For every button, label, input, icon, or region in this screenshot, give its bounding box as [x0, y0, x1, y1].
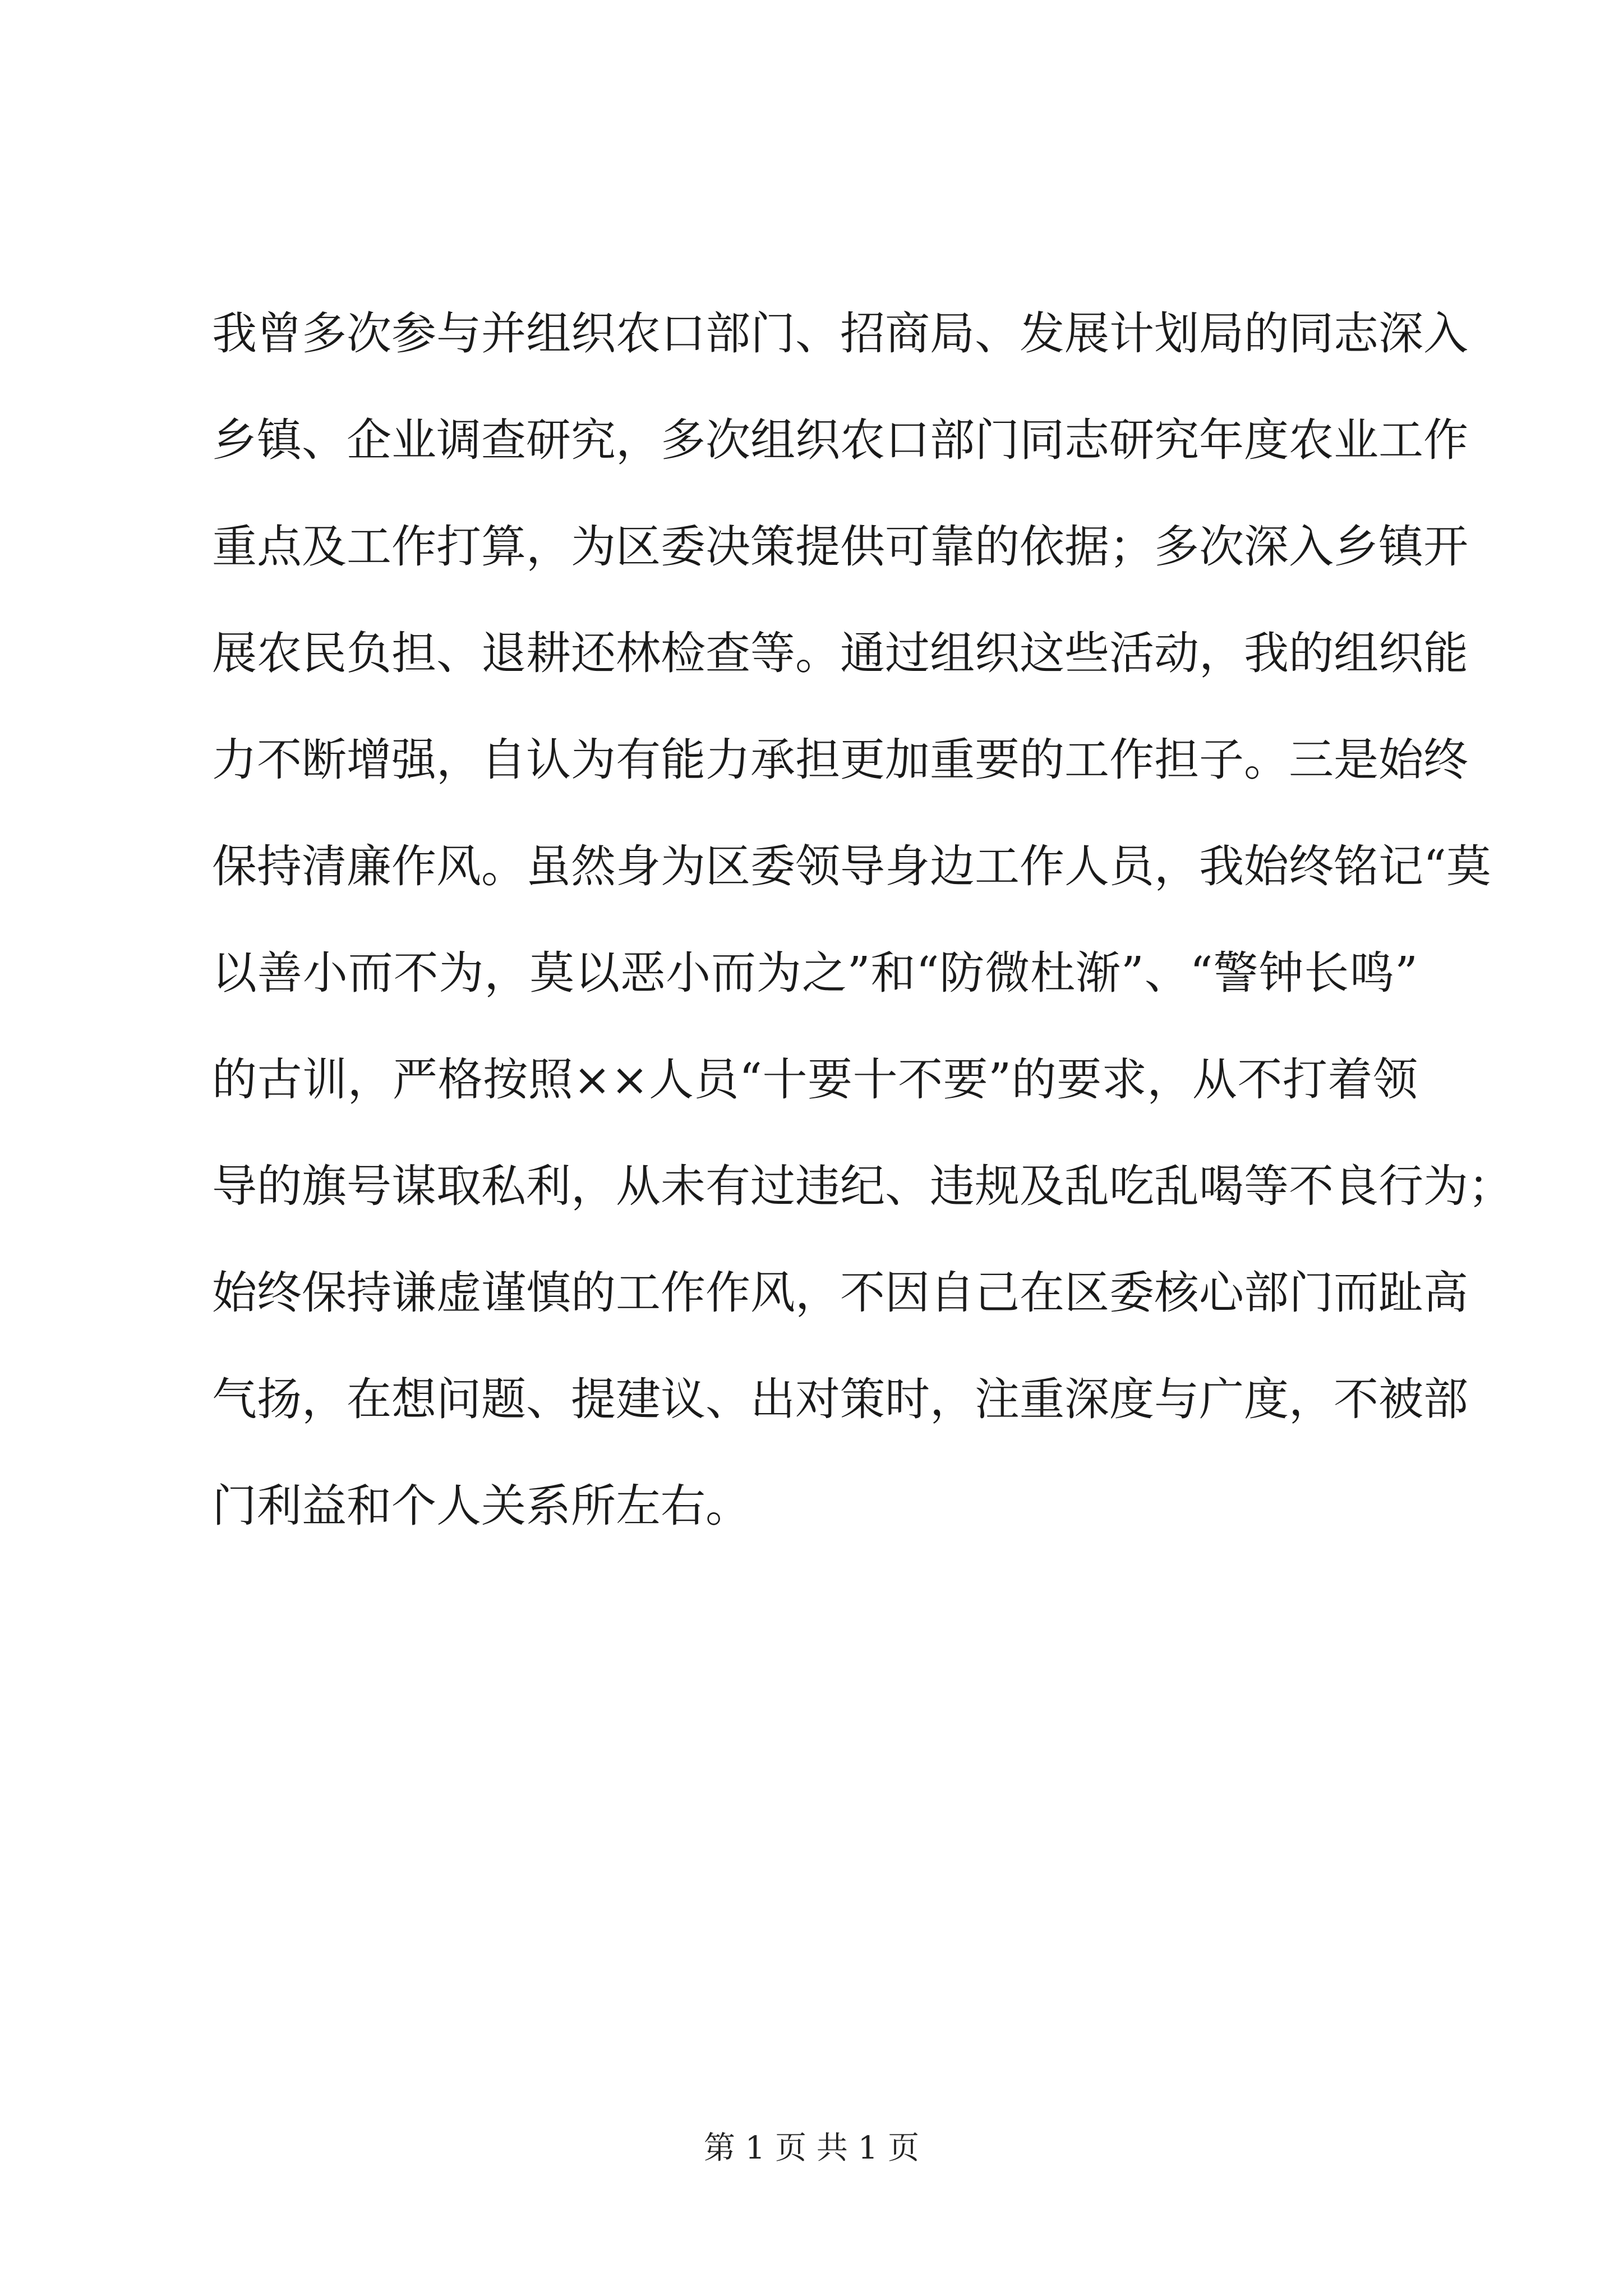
paragraph-line: 门利益和个人关系所左右。 [212, 1480, 750, 1532]
page-footer [0, 2126, 1623, 2171]
page-number-label: 第 1 页 共 1 页 [703, 2130, 920, 2166]
paragraph-line: 保持清廉作风。虽然身为区委领导身边工作人员，我始终铭记“莫 [212, 840, 1491, 892]
paragraph-line: 以善小而不为，莫以恶小而为之”和“防微杜渐”、“警钟长鸣” [212, 947, 1418, 999]
paragraph-line: 乡镇、企业调查研究，多次组织农口部门同志研究年度农业工作 [212, 414, 1468, 466]
paragraph-line: 重点及工作打算，为区委决策提供可靠的依据；多次深入乡镇开 [212, 521, 1468, 573]
paragraph-line: 的古训，严格按照××人员“十要十不要”的要求，从不打着领 [212, 1053, 1418, 1106]
paragraph-line: 始终保持谦虚谨慎的工作作风，不因自己在区委核心部门而趾高 [212, 1267, 1468, 1319]
paragraph-line: 我曾多次参与并组织农口部门、招商局、发展计划局的同志深入 [212, 307, 1468, 360]
body-paragraph [212, 280, 1513, 1559]
paragraph-line: 导的旗号谋取私利，从未有过违纪、违规及乱吃乱喝等不良行为； [212, 1160, 1513, 1212]
paragraph-line: 展农民负担、退耕还林检查等。通过组织这些活动，我的组织能 [212, 627, 1468, 679]
paragraph-line: 气扬，在想问题、提建议、出对策时，注重深度与广度，不被部 [212, 1373, 1468, 1425]
paragraph-line: 力不断增强，自认为有能力承担更加重要的工作担子。三是始终 [212, 734, 1468, 786]
